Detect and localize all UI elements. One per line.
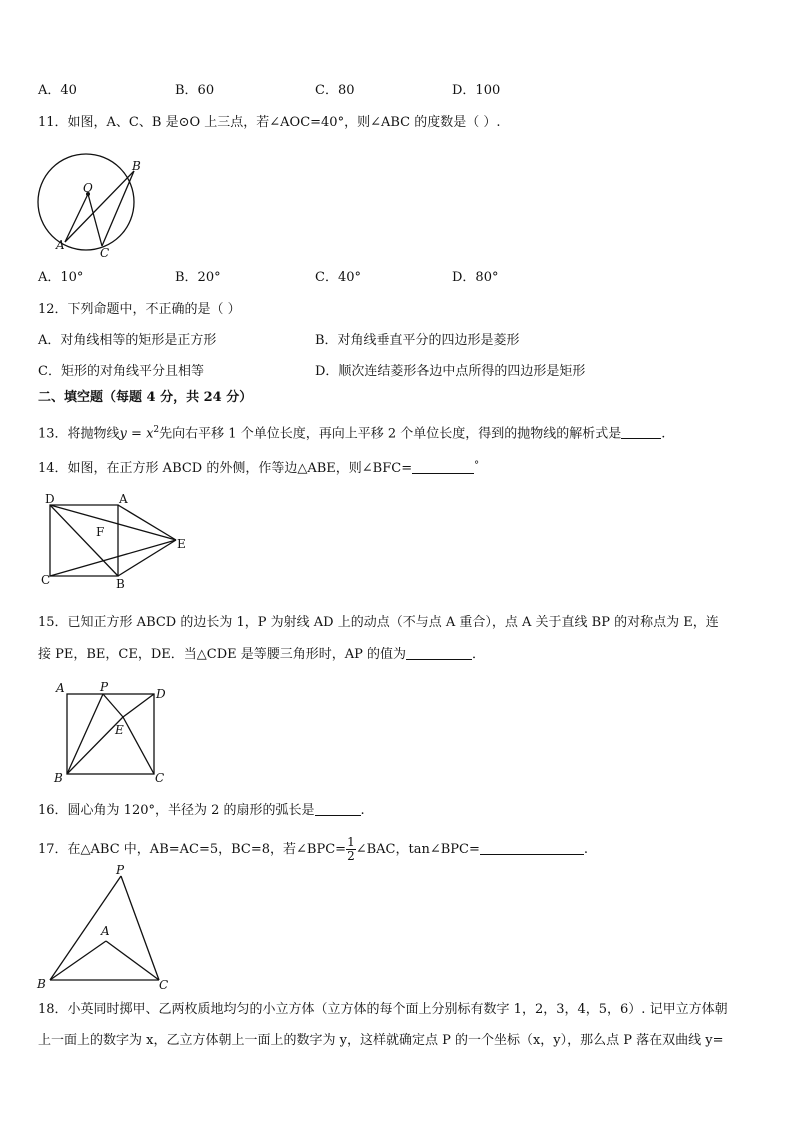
q17-stem: 17．在△ABC 中，AB=AC=5，BC=8，若∠BPC= $\frac{1}{2}$ ∠BAC，tan∠BPC= . — [38, 835, 589, 863]
q11-option-b: B．20° — [175, 270, 221, 285]
label-a: A — [119, 492, 128, 506]
q15-stem-line1: 15．已知正方形 ABCD 的边长为 1，P 为射线 AD 上的动点（不与点 A 重合），点 A 关于直线 BP 的对称点为 E，连 — [38, 615, 719, 630]
q16-stem: 16．圆心角为 120°，半径为 2 的扇形的弧长是 . — [38, 803, 365, 818]
q15-stem-line2: 接 PE，BE，CE，DE．当△CDE 是等腰三角形时，AP 的值为 ． — [38, 647, 486, 662]
label-e: E — [115, 723, 124, 737]
q11-number: 11． — [38, 115, 68, 130]
label-e: E — [177, 537, 186, 551]
label-d: D — [156, 687, 166, 701]
label-b: B — [132, 159, 141, 173]
q12-option-a: A．对角线相等的矩形是正方形 — [38, 333, 217, 348]
q12-option-b: B．对角线垂直平分的四边形是菱形 — [315, 333, 520, 348]
circle-o — [38, 154, 134, 250]
q11-text: 如图，A、C、B 是⊙O 上三点，若∠AOC=40°，则∠ABC 的度数是（ ）. — [67, 115, 501, 130]
q18-stem-line1: 18．小英同时掷甲、乙两枚质地均匀的小立方体（立方体的每个面上分别标有数字 1，2，3，4，5，6）. 记甲立方体朝 — [38, 1002, 728, 1017]
q17-triangle-figure — [36, 864, 176, 990]
q18-stem-line2: 上一面上的数字为 x，乙立方体朝上一面上的数字为 y，这样就确定点 P 的一个坐标（x，y），那么点 P 落在双曲线 y= — [38, 1033, 724, 1048]
section-fill-in-title: 二、填空题（每题 4 分，共 24 分） — [38, 390, 253, 405]
q13-answer-blank — [621, 424, 661, 439]
label-p: P — [100, 680, 109, 694]
q12-stem: 12．下列命题中，不正确的是（ ） — [38, 302, 241, 317]
label-p: P — [116, 863, 125, 877]
label-o: O — [83, 181, 93, 195]
label-a: A — [56, 238, 65, 252]
fraction-one-half: $\frac{1}{2}$ — [347, 835, 355, 863]
q15-square-figure — [52, 680, 172, 786]
q16-answer-blank — [315, 801, 361, 816]
q13-stem: 13．将抛物线$y = x^2$先向右平移 1 个单位长度，再向上平移 2 个单位长度，得到的抛物线的解析式是 . — [38, 425, 666, 442]
q17-answer-blank — [480, 840, 584, 855]
q10-option-a: A．40 — [38, 83, 77, 98]
label-a: A — [101, 924, 110, 938]
q10-option-d: D．100 — [452, 83, 501, 98]
q12-option-c: C．矩形的对角线平分且相等 — [38, 364, 204, 379]
q10-option-c: C．80 — [315, 83, 355, 98]
q11-circle-figure — [30, 150, 160, 260]
label-c: C — [100, 246, 110, 260]
label-f: F — [96, 525, 105, 539]
label-b: B — [54, 771, 63, 785]
q10-option-b: B．60 — [175, 83, 215, 98]
q12-option-d: D．顺次连结菱形各边中点所得的四边形是矩形 — [315, 364, 586, 379]
label-a: A — [56, 681, 65, 695]
label-c: C — [155, 771, 165, 785]
q14-square-figure — [38, 492, 188, 594]
q11-stem — [38, 114, 501, 132]
label-b: B — [37, 977, 46, 991]
q14-stem: 14．如图，在正方形 ABCD 的外侧，作等边△ABE，则∠BFC= ° — [38, 460, 480, 476]
q11-option-d: D．80° — [452, 270, 499, 285]
label-b: B — [116, 577, 125, 591]
label-d: D — [45, 492, 55, 506]
label-c: C — [159, 978, 169, 992]
label-c: C — [41, 573, 51, 587]
q11-option-a: A．10° — [38, 270, 84, 285]
q11-option-c: C．40° — [315, 270, 361, 285]
q14-answer-blank — [412, 459, 474, 474]
q15-answer-blank — [406, 645, 472, 660]
